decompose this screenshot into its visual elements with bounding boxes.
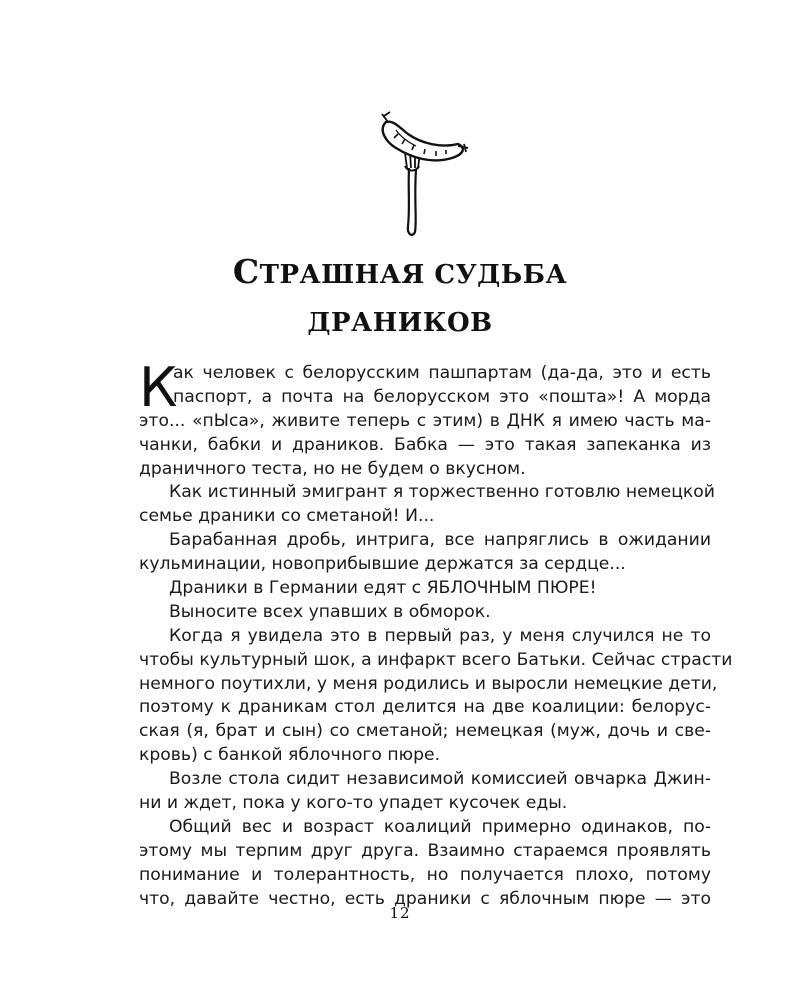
text-line: что, давайте честно, есть драники с яблочным пюре — это [139,888,711,909]
text-line: Барабанная дробь, интрига, все напряглись в ожидании [169,530,711,551]
text-line: ак человек с белорусским пашпартам (да-да, это и есть [173,363,711,383]
text-line: паспорт, а почта на белорусском это «пошта»! А морда [173,386,711,407]
text-line: ни и ждет, пока у кого-то упадет кусочек еды. [139,793,568,814]
text-line: драничного теста, но не будем о вкусном. [139,458,526,479]
text-line: Общий вес и возраст коалиций примерно одинаков, по- [169,816,711,837]
text-line: ская (я, брат и сын) со сметаной; немецкая (муж, дочь и све- [139,721,711,742]
sausage-on-fork-icon [372,108,472,243]
text-line: Выносите всех упавших в обморок. [169,601,491,622]
text-line: Драники в Германии едят с ЯБЛОЧНЫМ ПЮРЕ! [169,578,597,599]
chapter-title-line-1: СТРАШНАЯ СУДЬБА [232,252,568,291]
text-line: это... «пЫса», живите теперь с этим) в ДНК я имею часть ма- [139,410,711,431]
text-line: чтобы культурный шок, а инфаркт всего Батьки. Сейчас страсти [139,649,733,670]
chapter-title-line-2: ДРАНИКОВ [307,308,493,338]
text-line: семье драники со сметаной! И... [139,506,435,527]
text-line: кульминации, новоприбывшие держатся за сердце... [139,554,626,575]
drop-cap: К [139,356,178,419]
text-line: Возле стола сидит независимой комиссией овчарка Джин- [169,769,711,790]
text-line: понимание и толерантность, но получается плохо, потому [139,864,711,885]
text-line: Когда я увидела это в первый раз, у меня случился не то [169,625,711,646]
text-line: чанки, бабки и драников. Бабка — это такая запеканка из [139,434,711,455]
chapter-title [0,248,800,347]
text-line: Как истинный эмигрант я торжественно готовлю немецкой [169,482,715,503]
text-line: немного поутихли, у меня родились и выросли немецкие дети, [139,673,718,694]
body-text [139,356,733,911]
text-line: этому мы терпим друг друга. Взаимно стараемся проявлять [139,840,711,861]
text-line: поэтому к драникам стол делится на две коалиции: белорус- [139,697,711,718]
page-number: 12 [389,904,411,922]
text-line: кровь) с банкой яблочного пюре. [139,745,441,766]
